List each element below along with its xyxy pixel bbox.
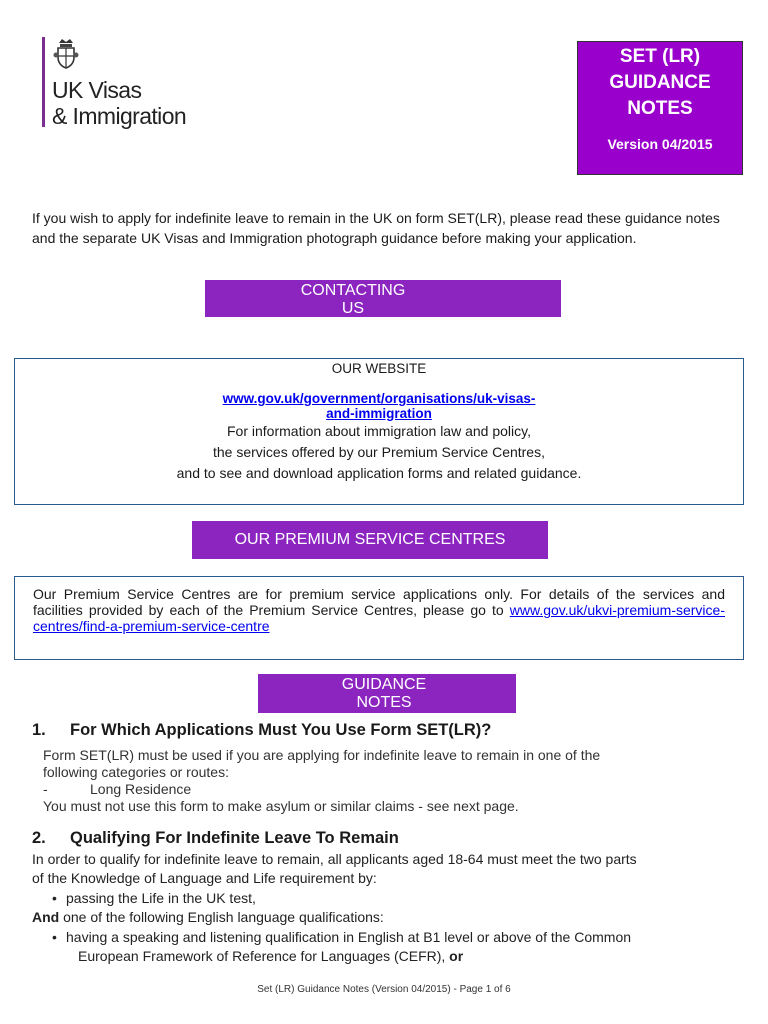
heading-line: GUIDANCE (341, 676, 427, 693)
website-info-line: For information about immigration law and policy, (227, 423, 531, 439)
website-info-line: and to see and download application forms and related guidance. (176, 465, 582, 481)
contacting-us-heading (205, 280, 561, 317)
page-footer: Set (LR) Guidance Notes (Version 04/2015) - Page 1 of 6 (257, 984, 511, 995)
bullet-line: European Framework of Reference for Languages (CEFR), (78, 948, 450, 965)
bullet-list (32, 889, 742, 908)
section-1-body (43, 747, 733, 815)
premium-centres-heading: OUR PREMIUM SERVICE CENTRES (192, 521, 548, 559)
website-link-line: and-immigration (326, 405, 432, 421)
bullet-item: • passing the Life in the UK test, (32, 889, 742, 908)
logo-divider-bar (42, 37, 45, 127)
body-line: In order to qualify for indefinite leave to remain, all applicants aged 18-64 must meet the two parts (32, 851, 637, 867)
document-title-box (577, 41, 743, 175)
body-line: following categories or routes: (43, 764, 229, 780)
heading-line: CONTACTING (300, 282, 406, 299)
and-word: And (32, 909, 60, 926)
version-label: Version 04/2015 (607, 136, 713, 152)
or-word: or (449, 948, 464, 965)
logo-line-2: & Immigration (52, 103, 187, 129)
title-line: GUIDANCE (609, 72, 711, 93)
website-heading: OUR WEBSITE (331, 361, 427, 376)
and-rest: one of the following English language qualifications: (59, 909, 384, 926)
section-1-heading (32, 721, 491, 740)
bullet-line: having a speaking and listening qualification in English at B1 level or above of the Common (66, 928, 632, 945)
website-box (14, 358, 744, 505)
heading-line: NOTES (356, 694, 412, 711)
premium-text: Our Premium Service Centres are for premium service applications only. For details of the services and facilities provided by each of the Premium Service Centres, please go to (33, 586, 725, 618)
website-link-line: www.gov.uk/government/organisations/uk-visas- (222, 391, 536, 406)
website-link[interactable] (223, 391, 536, 421)
body-line: You must not use this form to make asylum or similar claims - see next page. (43, 798, 519, 814)
premium-centres-link[interactable]: www.gov.uk/ukvi-premium-service-centres/find-a-premium-service-centre (33, 602, 725, 634)
body-line: of the Knowledge of Language and Life requirement by: (32, 870, 377, 887)
title-line: NOTES (627, 98, 693, 119)
body-line: Form SET(LR) must be used if you are applying for indefinite leave to remain in one of the (43, 747, 601, 763)
heading-line: US (341, 300, 365, 317)
dash-marker: - (43, 781, 48, 797)
section-2-heading (32, 829, 399, 848)
logo-line-1: UK Visas (52, 77, 142, 103)
royal-crest-icon (53, 35, 79, 69)
body-line (32, 908, 742, 927)
section-2-body (32, 850, 742, 966)
category-row (43, 781, 733, 798)
bullet-item (32, 928, 742, 967)
title-line: SET (LR) (619, 46, 701, 67)
section-number: 2. (32, 829, 46, 847)
premium-box (14, 576, 744, 660)
category-name: Long Residence (90, 781, 192, 797)
guidance-notes-heading (258, 674, 516, 713)
intro-paragraph: If you wish to apply for indefinite leave to remain in the UK on form SET(LR), please read these guidance notes and the separate UK Visas and Immigration photograph guidance before making your application. (32, 210, 720, 246)
section-title: Qualifying For Indefinite Leave To Remain (70, 829, 399, 847)
document-title (578, 42, 742, 122)
section-number: 1. (32, 721, 46, 739)
section-title: For Which Applications Must You Use Form SET(LR)? (70, 721, 492, 739)
bullet-list (32, 928, 742, 967)
ukvi-logo (42, 35, 212, 130)
website-info-line: the services offered by our Premium Service Centres, (213, 444, 545, 460)
